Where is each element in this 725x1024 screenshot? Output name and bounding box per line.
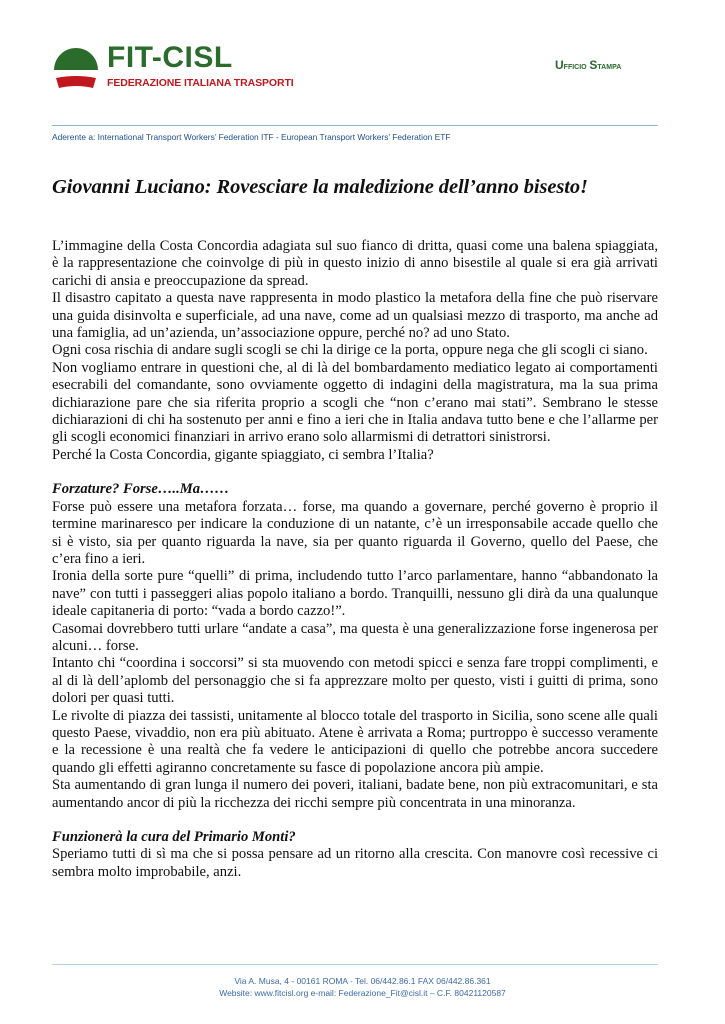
paragraph: Ogni cosa rischia di andare sugli scogli se chi la dirige ce la porta, oppure nega che gli scogli ci siano. [52, 342, 648, 359]
footer-address: Via A. Musa, 4 - 00161 ROMA - Tel. 06/442.86.1 FAX 06/442.86.361 [234, 976, 491, 986]
letterhead [0, 0, 725, 150]
fit-cisl-logo [52, 40, 294, 100]
footer-web: Website: www.fitcisl.org e-mail: Federazione_Fit@cisl.it – C.F. 80421120587 [219, 988, 506, 998]
logo-title: FIT-CISL [107, 41, 233, 74]
press-office-label: Ufficio Stampa [555, 58, 622, 72]
paragraph: Le rivolte di piazza dei tassisti, unitamente al blocco totale del trasporto in Sicilia, sono scene alle quali questo Paese, vivaddio, non era più abituato. Atene è arrivata a Roma; purtroppo è successo veramente e la recessione è una realtà che fa vedere le anticipazioni di quello che potrebbe ancora succedere quando gli effetti agiranno concretamente su fasce di popolazione ancora più ampie. [52, 707, 658, 776]
footer-divider [52, 964, 658, 965]
paragraph: Ironia della sorte pure “quelli” di prima, includendo tutto l’arco parlamentare, hanno “abbandonato la nave” con tutti i passeggeri alias popolo italiano a bordo. Tranquilli, nessuno gli dirà da una qualunque ideale capitaneria di porto: “vada a bordo cazzo!”. [52, 568, 658, 620]
paragraph: L’immagine della Costa Concordia adagiata sul suo fianco di dritta, quasi come una balena spiaggiata, è la rappresentazione che coinvolge di più in questo inizio di anno bisestile al quale si era già arrivati carichi di ansia e preoccupazione da spread. [52, 238, 658, 289]
logo-subtitle: FEDERAZIONE ITALIANA TRASPORTI [107, 77, 294, 89]
paragraph: Il disastro capitato a questa nave rappresenta in modo plastico la metafora della fine che può riservare una guida disinvolta e superficiale, ad una nave, come ad un qualsiasi mezzo di trasporto, ma anche ad una famiglia, ad un’azienda, un’associazione oppure, perché no? ad uno Stato. [52, 290, 658, 342]
paragraph: Intanto chi “coordina i soccorsi” si sta muovendo con metodi spicci e senza fare troppi complimenti, e al di là dell’aplomb del personaggio che si fa apprezzare molto per questo, visti i guitti di prima, sono dolori per quasi tutti. [52, 655, 658, 707]
footer [0, 975, 725, 999]
paragraph: Speriamo tutti di sì ma che si possa pensare ad un ritorno alla crescita. Con manovre così recessive ci sembra molto improbabile, anzi. [52, 846, 658, 880]
paragraph: Forse può essere una metafora forzata… forse, ma quando a governare, perché governo è proprio il termine marinaresco per indicare la conduzione di un natante, c’è un irresponsabile accade quello che si è visto, sia per quanto riguarda la nave, sia per quanto riguarda il Governo, quello del Paese, che c’era fino a ieri. [52, 498, 658, 567]
paragraph: Perché la Costa Concordia, gigante spiaggiato, ci sembra l’Italia? [52, 446, 434, 463]
document-title: Giovanni Luciano: Rovesciare la maledizione dell’anno bisesto! [52, 176, 588, 198]
logo-mark-icon [52, 40, 100, 90]
section-heading: Funzionerà la cura del Primario Monti? [52, 829, 296, 845]
affiliation-line: Aderente a: International Transport Workers’ Federation ITF - European Transport Workers’ Federation ETF [52, 132, 451, 142]
paragraph: Sta aumentando di gran lunga il numero dei poveri, italiani, badate bene, non più extracomunitari, e sta aumentando ancor di più la ricchezza dei ricchi sempre più concentrata in una minoranza. [52, 777, 658, 811]
paragraph: Casomai dovrebbero tutti urlare “andate a casa”, ma questa è una generalizzazione forse ingenerosa per alcuni… forse. [52, 620, 658, 654]
document-body [52, 238, 658, 881]
section-heading: Forzature? Forse…..Ma…… [52, 481, 230, 498]
paragraph: Non vogliamo entrare in questioni che, al di là del bombardamento mediatico legato ai comportamenti esecrabili del comandante, sono ovviamente oggetto di indagini della magistratura, ma la sua prima dichiarazione pare che sia riferita proprio a scogli che “non c’erano mai stati”. Sembrano le stesse dichiarazioni di chi ha sostenuto per anni e fino a ieri che in Italia andava tutto bene e che l’allarme per gli scogli economici finanziari in arrivo erano solo allarmismi di detrattori sinistrorsi. [52, 359, 658, 446]
header-divider [52, 125, 658, 126]
